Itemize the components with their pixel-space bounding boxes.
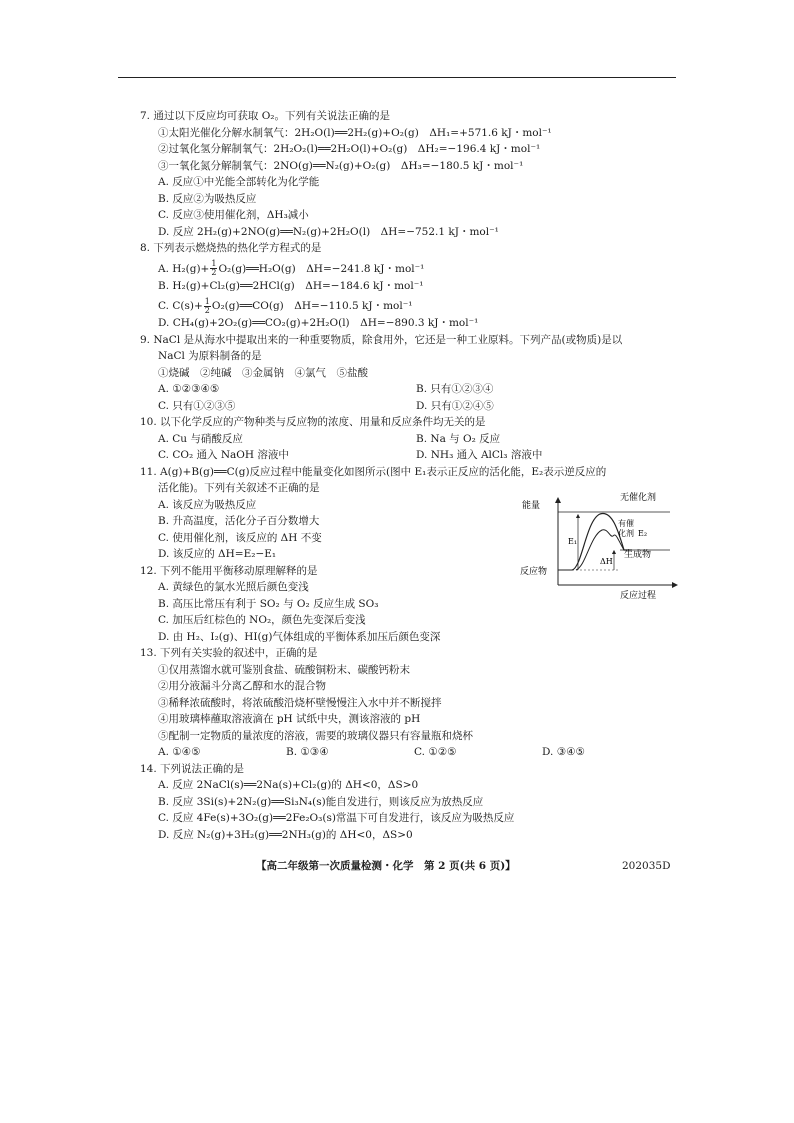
question-10-option-b: B. Na 与 O₂ 反应 xyxy=(416,432,501,445)
question-content xyxy=(140,110,680,845)
question-14 xyxy=(140,763,680,846)
question-12-option-b: B. 高压比常压有利于 SO₂ 与 O₂ 反应生成 SO₃ xyxy=(158,597,379,610)
question-9 xyxy=(140,334,680,417)
question-9-option-a: A. ①②③④⑤ xyxy=(158,383,220,395)
question-9-option-c: C. 只有①②③⑤ xyxy=(158,399,236,412)
question-14-stem: 14. 下列说法正确的是 xyxy=(140,762,245,775)
question-7-option-a: A. 反应①中光能全部转化为化学能 xyxy=(158,176,320,188)
question-9-stem: 9. NaCl 是从海水中提取出来的一种重要物质，除食用外，它还是一种工业原料。下列产品(或物质)是以 xyxy=(140,333,623,346)
question-13-stem: 13. 下列有关实验的叙述中，正确的是 xyxy=(140,647,318,659)
e1-label: E₁ xyxy=(568,537,578,546)
question-7-option-c: C. 反应③使用催化剂，ΔH₃减小 xyxy=(158,209,309,221)
question-7-item: ①太阳光催化分解水制氧气：2H₂O(l)══2H₂(g)+O₂(g) ΔH₁=+571.6 kJ・mol⁻¹ xyxy=(158,126,552,139)
question-12-option-c: C. 加压后红棕色的 NO₂，颜色先变深后变浅 xyxy=(158,614,366,626)
question-7-option-b: B. 反应②为吸热反应 xyxy=(158,192,257,205)
question-9-options-row xyxy=(140,400,680,417)
question-13-item: ①仅用蒸馏水就可鉴别食盐、硫酸铜粉末、碳酸钙粉末 xyxy=(158,663,410,676)
dh-label: ΔH xyxy=(600,557,613,566)
question-10-options-row xyxy=(140,433,680,450)
question-14-option-d: D. 反应 N₂(g)+3H₂(g)══2NH₃(g)的 ΔH<0，ΔS>0 xyxy=(158,828,413,841)
energy-profile-diagram xyxy=(520,490,680,600)
question-13-item: ④用玻璃棒蘸取溶液滴在 pH 试纸中央，测该溶液的 pH xyxy=(158,713,421,725)
question-7 xyxy=(140,110,680,242)
question-8-option-a-pre: A. H₂(g)+ xyxy=(158,262,210,275)
fraction xyxy=(204,298,211,315)
question-11-option-a: A. 该反应为吸热反应 xyxy=(158,498,257,511)
question-12-stem: 12. 下列不能用平衡移动原理解释的是 xyxy=(140,564,318,577)
question-14-option-a: A. 反应 2NaCl(s)══2Na(s)+Cl₂(g)的 ΔH<0，ΔS>0 xyxy=(158,779,419,791)
question-8-option-a-post: O₂(g)══H₂O(g) ΔH=−241.8 kJ・mol⁻¹ xyxy=(218,262,425,275)
question-10-stem: 10. 以下化学反应的产物种类与反应物的浓度、用量和反应条件均无关的是 xyxy=(140,416,486,428)
top-rule xyxy=(118,77,676,78)
question-7-stem: 7. 通过以下反应均可获取 O₂。下列有关说法正确的是 xyxy=(140,110,391,122)
question-8-option-c-pre: C. C(s)+ xyxy=(158,300,203,312)
y-axis-label: 能量 xyxy=(522,501,541,511)
question-10-option-c: C. CO₂ 通入 NaOH 溶液中 xyxy=(158,449,289,461)
question-11-option-b: B. 升高温度，活化分子百分数增大 xyxy=(158,515,320,527)
energy-profile-svg xyxy=(520,490,680,600)
product-label: 生成物 xyxy=(624,550,652,560)
question-9-options-row xyxy=(140,383,680,400)
question-13-item: ③稀释浓硫酸时，将浓硫酸沿烧杯壁慢慢注入水中并不断搅拌 xyxy=(158,696,442,709)
catalyst-label-line1: 有催 xyxy=(618,519,634,528)
question-9-option-d: D. 只有①②④⑤ xyxy=(416,399,494,412)
paper-code: 202035D xyxy=(622,860,671,872)
question-8-option-d: D. CH₄(g)+2O₂(g)══CO₂(g)+2H₂O(l) ΔH=−890.3 kJ・mol⁻¹ xyxy=(158,317,479,329)
question-13-option-a: A. ①④⑤ xyxy=(158,746,201,758)
question-8-option-c xyxy=(140,296,680,317)
question-13-option-d: D. ③④⑤ xyxy=(542,746,585,758)
question-13 xyxy=(140,647,680,763)
fraction-denominator: 2 xyxy=(204,305,210,315)
fraction-denominator: 2 xyxy=(211,268,217,277)
question-13-option-b: B. ①③④ xyxy=(286,746,329,758)
question-13-options-row xyxy=(140,746,680,763)
question-9-option-b: B. 只有①②③④ xyxy=(416,383,494,395)
question-11-option-d: D. 该反应的 ΔH=E₂−E₁ xyxy=(158,548,277,560)
fraction-numerator: 1 xyxy=(211,259,217,268)
question-9-items: ①烧碱 ②纯碱 ③金属钠 ④氯气 ⑤盐酸 xyxy=(158,366,368,379)
question-13-item: ⑤配制一定物质的量浓度的溶液，需要的玻璃仪器只有容量瓶和烧杯 xyxy=(158,729,473,742)
reactant-label: 反应物 xyxy=(520,567,548,577)
question-8-option-c-post: O₂(g)══CO(g) ΔH=−110.5 kJ・mol⁻¹ xyxy=(211,300,413,312)
question-10 xyxy=(140,416,680,466)
question-14-option-c: C. 反应 4Fe(s)+3O₂(g)══2Fe₂O₃(s)常温下可自发进行，该反应为吸热反应 xyxy=(158,812,515,824)
question-11-stem: 11. A(g)+B(g)══C(g)反应过程中能量变化如图所示(图中 E₁表示正反应的活化能，E₂表示逆反应的 xyxy=(140,465,607,478)
question-8 xyxy=(140,242,680,334)
question-10-options-row xyxy=(140,449,680,466)
x-axis-label: 反应过程 xyxy=(620,591,657,600)
fraction-numerator: 1 xyxy=(204,296,210,306)
e2-label: E₂ xyxy=(638,529,648,538)
question-8-option-b: B. H₂(g)+Cl₂(g)══2HCl(g) ΔH=−184.6 kJ・mol⁻¹ xyxy=(158,279,424,292)
fraction xyxy=(210,260,217,277)
question-11-stem-continued: 活化能)。下列有关叙述不正确的是 xyxy=(158,482,320,494)
question-7-option-d: D. 反应 2H₂(g)+2NO(g)══N₂(g)+2H₂O(l) ΔH=−752.1 kJ・mol⁻¹ xyxy=(158,225,499,238)
question-8-stem: 8. 下列表示燃烧热的热化学方程式的是 xyxy=(140,242,322,254)
question-8-option-a xyxy=(140,259,680,280)
question-12-option-d: D. 由 H₂、I₂(g)、HI(g)气体组成的平衡体系加压后颜色变深 xyxy=(158,630,441,643)
question-13-option-c: C. ①②⑤ xyxy=(414,746,457,758)
question-10-option-d: D. NH₃ 通入 AlCl₃ 溶液中 xyxy=(416,449,543,461)
question-12-option-a: A. 黄绿色的氯水光照后颜色变浅 xyxy=(158,581,309,593)
footer-title: 【高二年级第一次质量检测・化学 第 2 页(共 6 页)】 xyxy=(256,860,516,872)
question-14-option-b: B. 反应 3Si(s)+2N₂(g)══Si₃N₄(s)能自发进行，则该反应为放热反应 xyxy=(158,795,484,808)
no-catalyst-label: 无催化剂 xyxy=(620,493,657,503)
question-7-item: ③一氧化氮分解制氧气：2NO(g)══N₂(g)+O₂(g) ΔH₃=−180.5 kJ・mol⁻¹ xyxy=(158,159,524,172)
question-10-option-a: A. Cu 与硝酸反应 xyxy=(158,432,243,445)
question-7-item: ②过氧化氢分解制氧气：2H₂O₂(l)══2H₂O(l)+O₂(g) ΔH₂=−196.4 kJ・mol⁻¹ xyxy=(158,143,541,155)
question-13-item: ②用分液漏斗分离乙醇和水的混合物 xyxy=(158,680,326,692)
catalyst-label-line2: 化剂 xyxy=(618,529,634,538)
question-9-stem-continued: NaCl 为原料制备的是 xyxy=(158,350,262,362)
question-11-option-c: C. 使用催化剂，该反应的 ΔH 不变 xyxy=(158,531,322,544)
